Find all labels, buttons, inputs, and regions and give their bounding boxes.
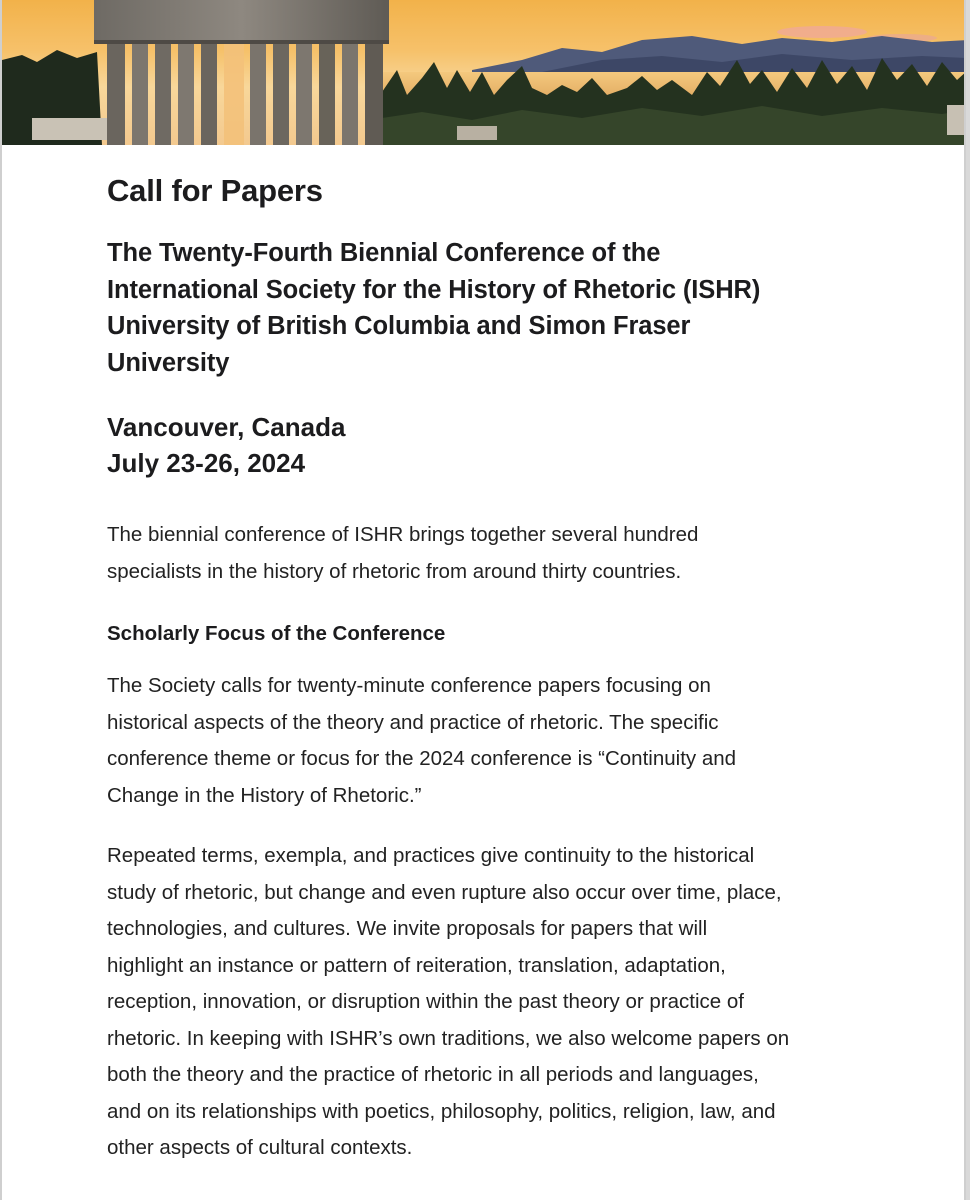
- sunset-landscape-image: [2, 0, 966, 145]
- intro-paragraph: [107, 517, 887, 590]
- conference-location-dates: [107, 410, 887, 481]
- text-line: Repeated terms, exempla, and practices give continuity to the historical: [107, 844, 755, 867]
- text-line: conference theme or focus for the 2024 conference is “Continuity and: [107, 747, 737, 770]
- conference-dates: July 23-26, 2024: [107, 447, 306, 478]
- header-banner-image: [2, 0, 966, 145]
- text-line: rhetoric. In keeping with ISHR’s own traditions, we also welcome papers on: [107, 1026, 790, 1050]
- text-line: reception, innovation, or disruption within the past theory or practice of: [107, 990, 744, 1013]
- focus-paragraph-2: [107, 838, 887, 1167]
- text-line: Change in the History of Rhetoric.”: [107, 783, 422, 807]
- focus-paragraph-1: [107, 668, 887, 814]
- text-line: technologies, and cultures. We invite proposals for papers that will: [107, 917, 708, 940]
- section-heading: Scholarly Focus of the Conference: [107, 622, 446, 645]
- text-line: The Society calls for twenty-minute conference papers focusing on: [107, 674, 711, 697]
- text-line: other aspects of cultural contexts.: [107, 1136, 413, 1159]
- document-content: [107, 168, 887, 1191]
- text-line: and on its relationships with poetics, philosophy, politics, religion, law, and: [107, 1099, 776, 1123]
- text-line: historical aspects of the theory and practice of rhetoric. The specific: [107, 710, 719, 734]
- text-line: specialists in the history of rhetoric from around thirty countries.: [107, 559, 682, 583]
- text-line: both the theory and the practice of rhetoric in all periods and languages,: [107, 1063, 759, 1086]
- conference-title-line: University: [107, 348, 230, 377]
- conference-title-line: International Society for the History of Rhetoric (ISHR): [107, 275, 761, 304]
- text-line: study of rhetoric, but change and even rupture also occur over time, place,: [107, 880, 782, 904]
- conference-title-line: The Twenty-Fourth Biennial Conference of the: [107, 239, 661, 267]
- page-title: Call for Papers: [107, 173, 323, 208]
- conference-location: Vancouver, Canada: [107, 412, 346, 442]
- conference-title-line: University of British Columbia and Simon Fraser: [107, 312, 691, 340]
- conference-title: [107, 235, 887, 381]
- text-line: highlight an instance or pattern of reiteration, translation, adaptation,: [107, 953, 726, 977]
- text-line: The biennial conference of ISHR brings together several hundred: [107, 523, 699, 546]
